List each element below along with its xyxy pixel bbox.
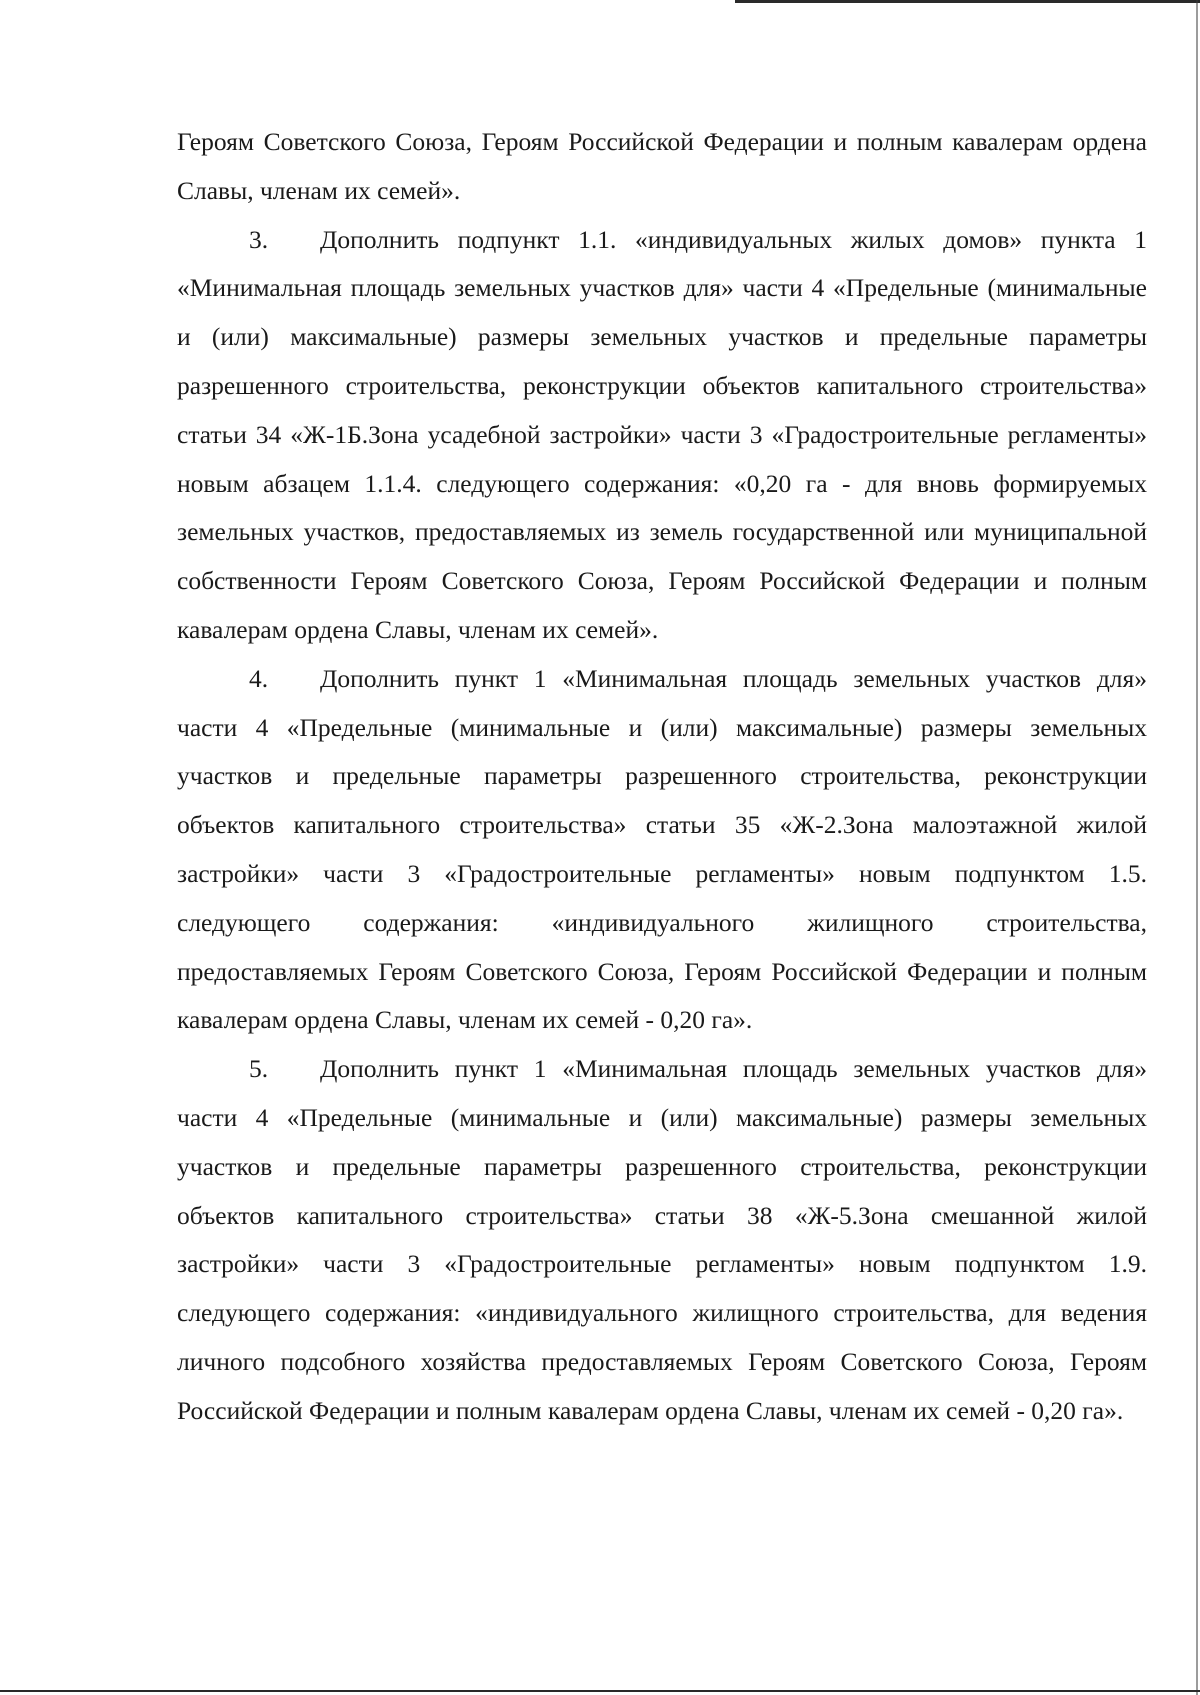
- paragraph-text: Дополнить подпункт 1.1. «индивидуальных жилых домов» пункта 1 «Минимальная площадь земельных участков для» части 4 «Предельные (минимальные и (или) максимальные) размеры земельных участков и предельные параметры разрешенного строительства, реконструкции объектов капитального строительства» статьи 34 «Ж-1Б.Зона усадебной застройки» части 3 «Градостроительные регламенты» новым абзацем 1.1.4. следующего содержания: «0,20 га - для вновь формируемых земельных участков, предоставляемых из земель государственной или муниципальной собственности Героям Советского Союза, Героям Российской Федерации и полным кавалерам ордена Славы, членам их семей».: [177, 224, 1147, 644]
- paragraph-text: Дополнить пункт 1 «Минимальная площадь земельных участков для» части 4 «Предельные (минимальные и (или) максимальные) размеры земельных участков и предельные параметры разрешенного строительства, реконструкции объектов капитального строительства» статьи 38 «Ж-5.Зона смешанной жилой застройки» части 3 «Градостроительные регламенты» новым подпунктом 1.9. следующего содержания: «индивидуального жилищного строительства, для ведения личного подсобного хозяйства предоставляемых Героям Советского Союза, Героям Российской Федерации и полным кавалерам ордена Славы, членам их семей - 0,20 га».: [177, 1054, 1147, 1425]
- scan-border-right: [1196, 0, 1198, 1695]
- paragraph-5: [177, 1045, 1147, 1435]
- paragraph-continuation: [177, 118, 1147, 216]
- paragraph-4: [177, 655, 1147, 1045]
- paragraph-number: 5.: [249, 1054, 269, 1084]
- paragraph-3: [177, 216, 1147, 655]
- paragraph-number: 3.: [249, 224, 269, 254]
- paragraph-number: 4.: [249, 663, 269, 693]
- document-page: [177, 118, 1147, 1436]
- scan-border-bottom: [0, 1690, 1200, 1692]
- paragraph-text: Дополнить пункт 1 «Минимальная площадь земельных участков для» части 4 «Предельные (минимальные и (или) максимальные) размеры земельных участков и предельные параметры разрешенного строительства, реконструкции объектов капитального строительства» статьи 35 «Ж-2.Зона малоэтажной жилой застройки» части 3 «Градостроительные регламенты» новым подпунктом 1.5. следующего содержания: «индивидуального жилищного строительства, предоставляемых Героям Советского Союза, Героям Российской Федерации и полным кавалерам ордена Славы, членам их семей - 0,20 га».: [177, 663, 1147, 1035]
- scan-border-top: [735, 0, 1200, 3]
- paragraph-text: Героям Советского Союза, Героям Российской Федерации и полным кавалерам ордена Славы, членам их семей».: [177, 127, 1147, 205]
